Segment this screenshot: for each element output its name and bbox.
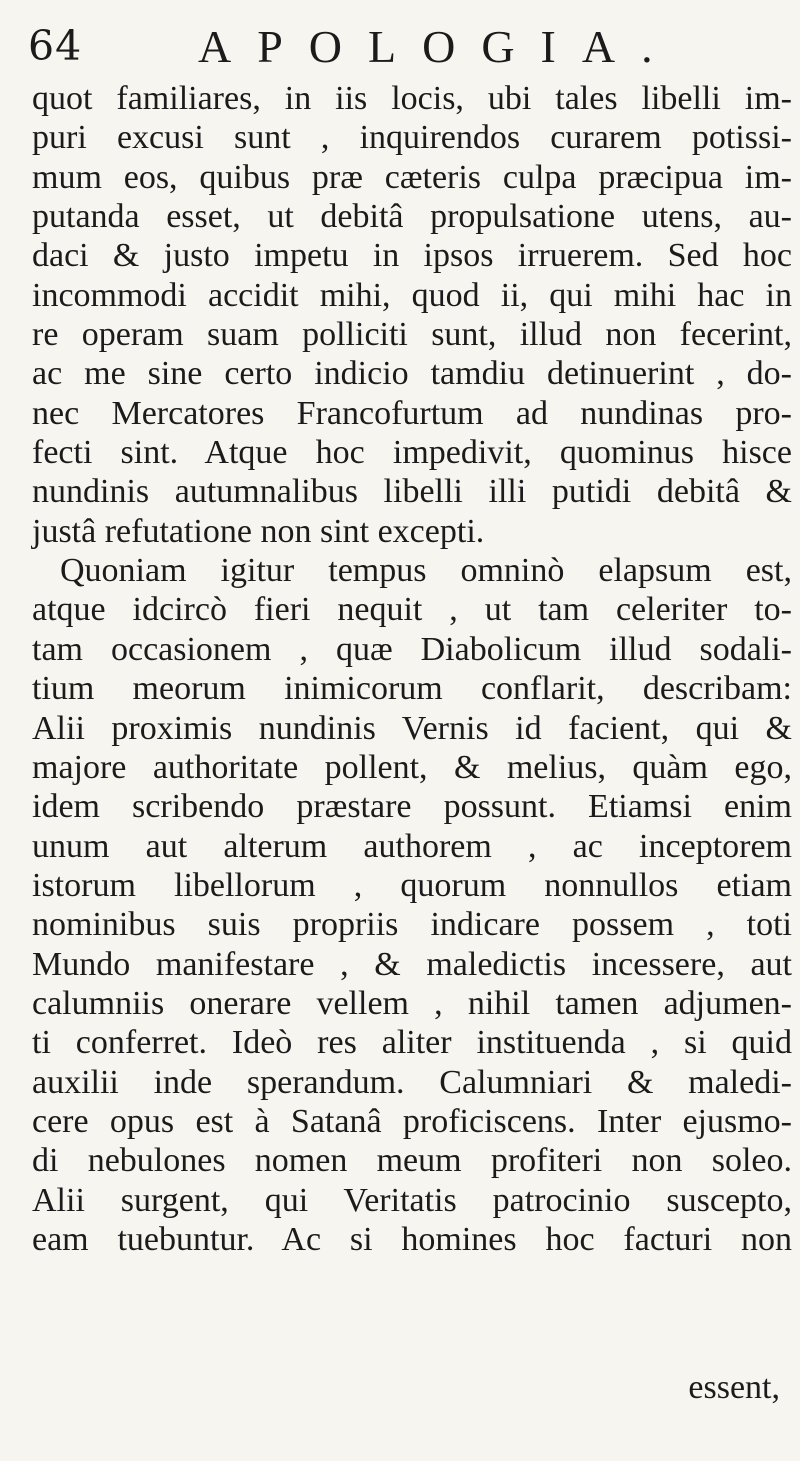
- text-line: justâ refutatione non sint excepti.: [32, 512, 485, 550]
- text-line: tium meorum inimicorum conflarit, describam:: [32, 670, 792, 708]
- text-line: Mundo manifestare , & maledictis incessere, aut: [32, 945, 792, 983]
- text-line: Alii surgent, qui Veritatis patrocinio suscepto,: [32, 1181, 792, 1219]
- text-line: Alii proximis nundinis Vernis id facient, qui &: [32, 709, 792, 747]
- text-line: Quoniam igitur tempus omninò elapsum est,: [60, 552, 792, 590]
- text-line: puri excusi sunt , inquirendos curarem potissi-: [32, 119, 792, 157]
- text-line: ac me sine certo indicio tamdiu detinuerint , do-: [32, 355, 792, 393]
- text-line: calumniis onerare vellem , nihil tamen adjumen-: [32, 984, 792, 1022]
- text-line: di nebulones nomen meum profiteri non soleo.: [32, 1142, 792, 1180]
- text-line: eam tuebuntur. Ac si homines hoc facturi non: [32, 1220, 792, 1258]
- page-header: [28, 20, 788, 76]
- text-line: tam occasionem , quæ Diabolicum illud sodali-: [32, 630, 792, 668]
- text-line: nec Mercatores Francofurtum ad nundinas pro-: [32, 394, 792, 432]
- body-text: [32, 79, 792, 1259]
- text-line: auxilii inde sperandum. Calumniari & maledi-: [32, 1063, 792, 1101]
- text-line: nundinis autumnalibus libelli illi putidi debitâ &: [32, 473, 792, 511]
- text-line: idem scribendo præstare possunt. Etiamsi enim: [32, 788, 792, 826]
- catchword: essent,: [688, 1369, 780, 1406]
- text-line: atque idcircò fieri nequit , ut tam celeriter to-: [32, 591, 792, 629]
- page-number: 64: [28, 22, 83, 70]
- text-line: mum eos, quibus præ cæteris culpa præcipua im-: [32, 158, 792, 196]
- text-line: ti conferret. Ideò res aliter instituenda , si quid: [32, 1024, 792, 1062]
- text-line: unum aut alterum authorem , ac inceptorem: [32, 827, 792, 865]
- text-line: quot familiares, in iis locis, ubi tales libelli im-: [32, 80, 792, 117]
- text-line: daci & justo impetu in ipsos irruerem. Sed hoc: [32, 237, 792, 275]
- text-line: re operam suam polliciti sunt, illud non fecerint,: [32, 316, 792, 354]
- text-line: cere opus est à Satanâ proficiscens. Inter ejusmo-: [32, 1102, 792, 1140]
- text-line: putanda esset, ut debitâ propulsatione utens, au-: [32, 198, 792, 236]
- text-line: majore authoritate pollent, & melius, quàm ego,: [32, 748, 792, 786]
- text-line: nominibus suis propriis indicare possem , toti: [32, 906, 792, 944]
- text-line: incommodi accidit mihi, quod ii, qui mihi hac in: [32, 276, 792, 314]
- running-title: APOLOGIA.: [198, 21, 679, 72]
- text-line: fecti sint. Atque hoc impedivit, quominus hisce: [32, 434, 792, 472]
- text-line: istorum libellorum , quorum nonnullos etiam: [32, 866, 792, 904]
